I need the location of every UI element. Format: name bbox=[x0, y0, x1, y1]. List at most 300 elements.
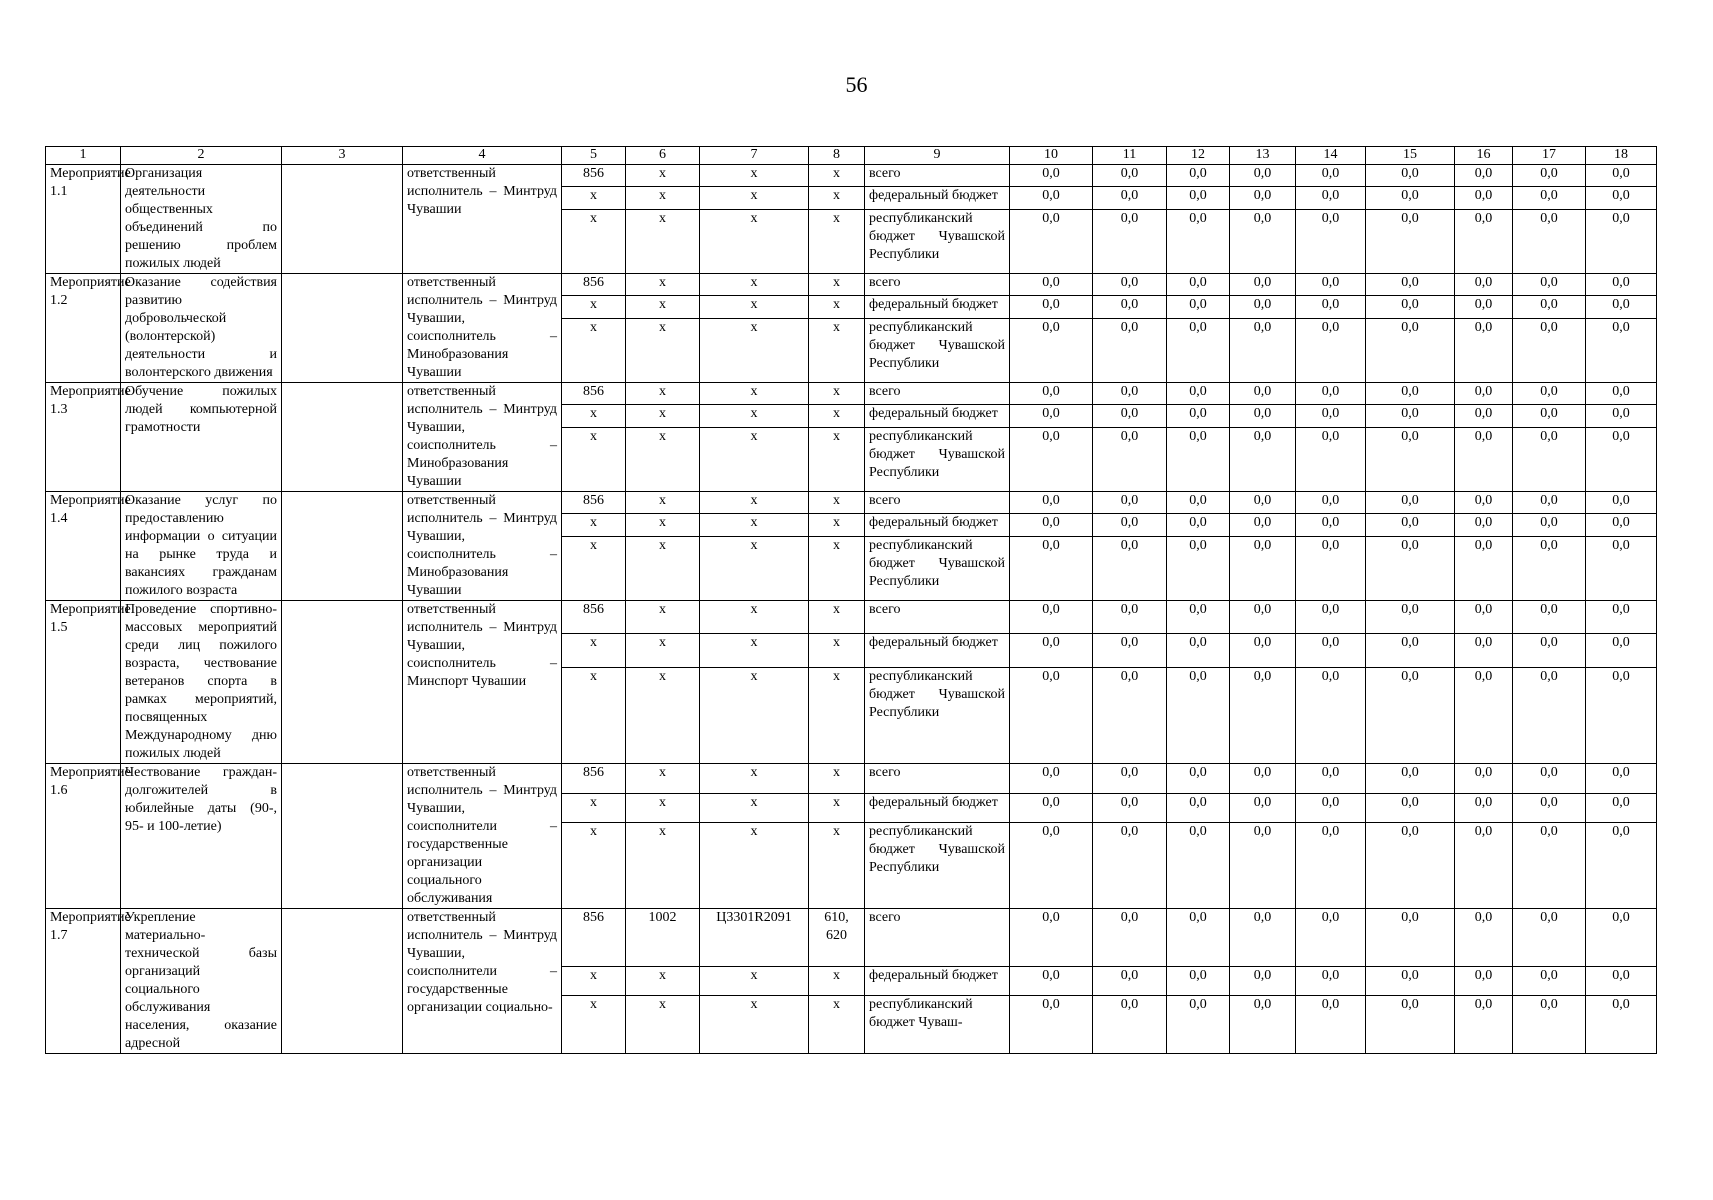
code-cell-c6: x bbox=[626, 514, 700, 536]
amount-cell: 0,0 bbox=[1586, 296, 1657, 318]
code-cell-c8: x bbox=[809, 764, 865, 794]
code-cell-c5: x bbox=[562, 966, 626, 996]
funding-source-cell: всего bbox=[865, 492, 1010, 514]
column-number-cell: 10 bbox=[1010, 147, 1093, 165]
table-row bbox=[46, 909, 1657, 967]
measure-name-cell: Проведение спортивно-массовых мероприятий среди лиц пожилого возраста, чествование ветеранов спорта в рамках мероприятий, посвященных Международному дню пожилых людей bbox=[121, 601, 282, 764]
amount-cell: 0,0 bbox=[1513, 318, 1586, 382]
measure-name-cell: Чествование граждан-долгожителей в юбилейные даты (90-, 95- и 100-летие) bbox=[121, 764, 282, 909]
amount-cell: 0,0 bbox=[1586, 536, 1657, 600]
code-cell-c6: x bbox=[626, 187, 700, 209]
code-cell-c6: x bbox=[626, 209, 700, 273]
code-cell-c6: x bbox=[626, 667, 700, 763]
measure-id-cell: Мероприятие 1.3 bbox=[46, 383, 121, 492]
amount-cell: 0,0 bbox=[1455, 764, 1513, 794]
amount-cell: 0,0 bbox=[1366, 492, 1455, 514]
amount-cell: 0,0 bbox=[1455, 405, 1513, 427]
amount-cell: 0,0 bbox=[1010, 187, 1093, 209]
amount-cell: 0,0 bbox=[1010, 536, 1093, 600]
table-row bbox=[46, 383, 1657, 405]
page-number: 56 bbox=[845, 72, 868, 97]
amount-cell: 0,0 bbox=[1167, 165, 1230, 187]
amount-cell: 0,0 bbox=[1455, 187, 1513, 209]
code-cell-c8: x bbox=[809, 667, 865, 763]
code-cell-c6: x bbox=[626, 165, 700, 187]
measure-name-cell: Оказание содействия развитию добровольческой (волонтерской) деятельности и волонтерского движения bbox=[121, 274, 282, 383]
col3-cell bbox=[282, 383, 403, 492]
executor-cell: ответственный исполнитель – Минтруд Чувашии, соисполнитель – Минобразования Чувашии bbox=[403, 383, 562, 492]
amount-cell: 0,0 bbox=[1586, 601, 1657, 634]
measure-name-cell: Организация деятельности общественных объединений по решению проблем пожилых людей bbox=[121, 165, 282, 274]
funding-source-cell: федеральный бюджет bbox=[865, 514, 1010, 536]
amount-cell: 0,0 bbox=[1230, 634, 1296, 667]
funding-source-cell: федеральный бюджет bbox=[865, 634, 1010, 667]
amount-cell: 0,0 bbox=[1230, 536, 1296, 600]
code-cell-c7: x bbox=[700, 793, 809, 823]
amount-cell: 0,0 bbox=[1455, 165, 1513, 187]
amount-cell: 0,0 bbox=[1513, 909, 1586, 967]
amount-cell: 0,0 bbox=[1010, 601, 1093, 634]
amount-cell: 0,0 bbox=[1296, 274, 1366, 296]
measure-id-cell: Мероприятие 1.2 bbox=[46, 274, 121, 383]
amount-cell: 0,0 bbox=[1366, 383, 1455, 405]
code-cell-c6: x bbox=[626, 274, 700, 296]
amount-cell: 0,0 bbox=[1093, 427, 1167, 491]
code-cell-c6: x bbox=[626, 793, 700, 823]
amount-cell: 0,0 bbox=[1093, 634, 1167, 667]
amount-cell: 0,0 bbox=[1167, 909, 1230, 967]
amount-cell: 0,0 bbox=[1230, 427, 1296, 491]
code-cell-c6: 1002 bbox=[626, 909, 700, 967]
code-cell-c5: x bbox=[562, 823, 626, 909]
amount-cell: 0,0 bbox=[1586, 764, 1657, 794]
table-row bbox=[46, 601, 1657, 634]
amount-cell: 0,0 bbox=[1366, 909, 1455, 967]
funding-source-cell: всего bbox=[865, 274, 1010, 296]
amount-cell: 0,0 bbox=[1455, 823, 1513, 909]
amount-cell: 0,0 bbox=[1366, 296, 1455, 318]
measure-name-cell: Обучение пожилых людей компьютерной грамотности bbox=[121, 383, 282, 492]
amount-cell: 0,0 bbox=[1296, 296, 1366, 318]
amount-cell: 0,0 bbox=[1586, 823, 1657, 909]
amount-cell: 0,0 bbox=[1513, 209, 1586, 273]
executor-cell: ответственный исполнитель – Минтруд Чувашии, соисполнители – государственные организации социального обслуживания bbox=[403, 764, 562, 909]
code-cell-c6: x bbox=[626, 634, 700, 667]
code-cell-c7: x bbox=[700, 209, 809, 273]
executor-cell: ответственный исполнитель – Минтруд Чувашии, соисполнители – государственные организации социально- bbox=[403, 909, 562, 1054]
table-row bbox=[46, 274, 1657, 296]
code-cell-c7: x bbox=[700, 296, 809, 318]
amount-cell: 0,0 bbox=[1230, 601, 1296, 634]
amount-cell: 0,0 bbox=[1010, 427, 1093, 491]
amount-cell: 0,0 bbox=[1586, 667, 1657, 763]
funding-source-cell: республиканский бюджет Чувашской Республики bbox=[865, 536, 1010, 600]
amount-cell: 0,0 bbox=[1093, 492, 1167, 514]
amount-cell: 0,0 bbox=[1513, 165, 1586, 187]
code-cell-c6: x bbox=[626, 427, 700, 491]
amount-cell: 0,0 bbox=[1093, 209, 1167, 273]
code-cell-c5: 856 bbox=[562, 383, 626, 405]
amount-cell: 0,0 bbox=[1093, 909, 1167, 967]
code-cell-c7: x bbox=[700, 318, 809, 382]
amount-cell: 0,0 bbox=[1513, 187, 1586, 209]
funding-source-cell: всего bbox=[865, 909, 1010, 967]
code-cell-c5: x bbox=[562, 793, 626, 823]
amount-cell: 0,0 bbox=[1513, 634, 1586, 667]
amount-cell: 0,0 bbox=[1455, 383, 1513, 405]
code-cell-c5: x bbox=[562, 514, 626, 536]
table-row bbox=[46, 492, 1657, 514]
amount-cell: 0,0 bbox=[1010, 966, 1093, 996]
amount-cell: 0,0 bbox=[1366, 601, 1455, 634]
amount-cell: 0,0 bbox=[1230, 793, 1296, 823]
column-number-cell: 16 bbox=[1455, 147, 1513, 165]
amount-cell: 0,0 bbox=[1010, 318, 1093, 382]
amount-cell: 0,0 bbox=[1296, 823, 1366, 909]
column-number-cell: 15 bbox=[1366, 147, 1455, 165]
amount-cell: 0,0 bbox=[1366, 209, 1455, 273]
code-cell-c5: x bbox=[562, 996, 626, 1054]
code-cell-c5: x bbox=[562, 634, 626, 667]
amount-cell: 0,0 bbox=[1093, 187, 1167, 209]
code-cell-c5: x bbox=[562, 427, 626, 491]
amount-cell: 0,0 bbox=[1586, 165, 1657, 187]
column-number-cell: 12 bbox=[1167, 147, 1230, 165]
measure-id-cell: Мероприятие 1.6 bbox=[46, 764, 121, 909]
amount-cell: 0,0 bbox=[1366, 514, 1455, 536]
amount-cell: 0,0 bbox=[1296, 966, 1366, 996]
amount-cell: 0,0 bbox=[1167, 667, 1230, 763]
amount-cell: 0,0 bbox=[1167, 383, 1230, 405]
code-cell-c5: x bbox=[562, 405, 626, 427]
table-row bbox=[46, 764, 1657, 794]
column-number-cell: 9 bbox=[865, 147, 1010, 165]
column-number-cell: 5 bbox=[562, 147, 626, 165]
column-number-cell: 1 bbox=[46, 147, 121, 165]
code-cell-c8: x bbox=[809, 296, 865, 318]
amount-cell: 0,0 bbox=[1296, 209, 1366, 273]
col3-cell bbox=[282, 165, 403, 274]
amount-cell: 0,0 bbox=[1455, 209, 1513, 273]
amount-cell: 0,0 bbox=[1010, 492, 1093, 514]
amount-cell: 0,0 bbox=[1366, 793, 1455, 823]
code-cell-c8: x bbox=[809, 634, 865, 667]
amount-cell: 0,0 bbox=[1455, 318, 1513, 382]
amount-cell: 0,0 bbox=[1010, 274, 1093, 296]
funding-source-cell: федеральный бюджет bbox=[865, 296, 1010, 318]
amount-cell: 0,0 bbox=[1093, 966, 1167, 996]
amount-cell: 0,0 bbox=[1167, 318, 1230, 382]
code-cell-c8: x bbox=[809, 209, 865, 273]
amount-cell: 0,0 bbox=[1093, 296, 1167, 318]
amount-cell: 0,0 bbox=[1513, 492, 1586, 514]
amount-cell: 0,0 bbox=[1167, 209, 1230, 273]
column-number-cell: 7 bbox=[700, 147, 809, 165]
code-cell-c5: 856 bbox=[562, 764, 626, 794]
code-cell-c8: x bbox=[809, 536, 865, 600]
amount-cell: 0,0 bbox=[1167, 601, 1230, 634]
code-cell-c7: x bbox=[700, 274, 809, 296]
code-cell-c7: x bbox=[700, 536, 809, 600]
amount-cell: 0,0 bbox=[1586, 966, 1657, 996]
amount-cell: 0,0 bbox=[1586, 383, 1657, 405]
code-cell-c6: x bbox=[626, 764, 700, 794]
funding-source-cell: республиканский бюджет Чувашской Республики bbox=[865, 427, 1010, 491]
code-cell-c7: x bbox=[700, 492, 809, 514]
code-cell-c6: x bbox=[626, 296, 700, 318]
code-cell-c5: 856 bbox=[562, 909, 626, 967]
amount-cell: 0,0 bbox=[1513, 427, 1586, 491]
amount-cell: 0,0 bbox=[1167, 793, 1230, 823]
code-cell-c5: x bbox=[562, 536, 626, 600]
amount-cell: 0,0 bbox=[1093, 405, 1167, 427]
amount-cell: 0,0 bbox=[1513, 296, 1586, 318]
col3-cell bbox=[282, 274, 403, 383]
funding-source-cell: федеральный бюджет bbox=[865, 405, 1010, 427]
amount-cell: 0,0 bbox=[1586, 909, 1657, 967]
amount-cell: 0,0 bbox=[1010, 793, 1093, 823]
code-cell-c7: x bbox=[700, 634, 809, 667]
code-cell-c7: x bbox=[700, 996, 809, 1054]
amount-cell: 0,0 bbox=[1010, 514, 1093, 536]
amount-cell: 0,0 bbox=[1167, 634, 1230, 667]
amount-cell: 0,0 bbox=[1093, 165, 1167, 187]
code-cell-c7: x bbox=[700, 823, 809, 909]
amount-cell: 0,0 bbox=[1586, 427, 1657, 491]
funding-source-cell: республиканский бюджет Чувашской Республики bbox=[865, 667, 1010, 763]
amount-cell: 0,0 bbox=[1010, 823, 1093, 909]
code-cell-c5: 856 bbox=[562, 601, 626, 634]
amount-cell: 0,0 bbox=[1586, 274, 1657, 296]
column-number-cell: 14 bbox=[1296, 147, 1366, 165]
amount-cell: 0,0 bbox=[1455, 996, 1513, 1054]
code-cell-c7: x bbox=[700, 514, 809, 536]
amount-cell: 0,0 bbox=[1230, 823, 1296, 909]
amount-cell: 0,0 bbox=[1455, 634, 1513, 667]
code-cell-c6: x bbox=[626, 318, 700, 382]
funding-source-cell: республиканский бюджет Чувашской Республики bbox=[865, 209, 1010, 273]
amount-cell: 0,0 bbox=[1296, 764, 1366, 794]
amount-cell: 0,0 bbox=[1455, 909, 1513, 967]
executor-cell: ответственный исполнитель – Минтруд Чувашии, соисполнитель – Минспорт Чувашии bbox=[403, 601, 562, 764]
amount-cell: 0,0 bbox=[1455, 514, 1513, 536]
amount-cell: 0,0 bbox=[1366, 187, 1455, 209]
measure-name-cell: Укрепление материально-технической базы организаций социального обслуживания населения, оказание адресной bbox=[121, 909, 282, 1054]
amount-cell: 0,0 bbox=[1455, 274, 1513, 296]
amount-cell: 0,0 bbox=[1093, 764, 1167, 794]
amount-cell: 0,0 bbox=[1455, 793, 1513, 823]
code-cell-c8: x bbox=[809, 187, 865, 209]
amount-cell: 0,0 bbox=[1366, 667, 1455, 763]
amount-cell: 0,0 bbox=[1230, 764, 1296, 794]
amount-cell: 0,0 bbox=[1230, 996, 1296, 1054]
amount-cell: 0,0 bbox=[1366, 823, 1455, 909]
amount-cell: 0,0 bbox=[1167, 536, 1230, 600]
amount-cell: 0,0 bbox=[1296, 427, 1366, 491]
amount-cell: 0,0 bbox=[1010, 996, 1093, 1054]
amount-cell: 0,0 bbox=[1366, 274, 1455, 296]
amount-cell: 0,0 bbox=[1230, 667, 1296, 763]
code-cell-c8: x bbox=[809, 966, 865, 996]
col3-cell bbox=[282, 601, 403, 764]
col3-cell bbox=[282, 909, 403, 1054]
amount-cell: 0,0 bbox=[1010, 909, 1093, 967]
amount-cell: 0,0 bbox=[1513, 274, 1586, 296]
code-cell-c6: x bbox=[626, 383, 700, 405]
code-cell-c6: x bbox=[626, 966, 700, 996]
code-cell-c6: x bbox=[626, 492, 700, 514]
amount-cell: 0,0 bbox=[1586, 209, 1657, 273]
amount-cell: 0,0 bbox=[1167, 966, 1230, 996]
funding-source-cell: республиканский бюджет Чуваш- bbox=[865, 996, 1010, 1054]
code-cell-c7: x bbox=[700, 966, 809, 996]
amount-cell: 0,0 bbox=[1513, 966, 1586, 996]
amount-cell: 0,0 bbox=[1010, 209, 1093, 273]
amount-cell: 0,0 bbox=[1296, 634, 1366, 667]
code-cell-c7: x bbox=[700, 187, 809, 209]
amount-cell: 0,0 bbox=[1366, 318, 1455, 382]
amount-cell: 0,0 bbox=[1513, 823, 1586, 909]
amount-cell: 0,0 bbox=[1513, 601, 1586, 634]
column-number-row bbox=[46, 147, 1657, 165]
amount-cell: 0,0 bbox=[1296, 492, 1366, 514]
code-cell-c8: x bbox=[809, 514, 865, 536]
code-cell-c8: x bbox=[809, 274, 865, 296]
amount-cell: 0,0 bbox=[1093, 823, 1167, 909]
amount-cell: 0,0 bbox=[1167, 187, 1230, 209]
code-cell-c6: x bbox=[626, 536, 700, 600]
measure-id-cell: Мероприятие 1.4 bbox=[46, 492, 121, 601]
amount-cell: 0,0 bbox=[1586, 996, 1657, 1054]
amount-cell: 0,0 bbox=[1093, 793, 1167, 823]
code-cell-c5: 856 bbox=[562, 274, 626, 296]
amount-cell: 0,0 bbox=[1230, 405, 1296, 427]
code-cell-c8: x bbox=[809, 793, 865, 823]
funding-source-cell: республиканский бюджет Чувашской Республики bbox=[865, 318, 1010, 382]
amount-cell: 0,0 bbox=[1093, 536, 1167, 600]
code-cell-c7: x bbox=[700, 165, 809, 187]
code-cell-c6: x bbox=[626, 823, 700, 909]
code-cell-c7: x bbox=[700, 427, 809, 491]
amount-cell: 0,0 bbox=[1296, 514, 1366, 536]
amount-cell: 0,0 bbox=[1296, 383, 1366, 405]
amount-cell: 0,0 bbox=[1455, 966, 1513, 996]
amount-cell: 0,0 bbox=[1230, 318, 1296, 382]
amount-cell: 0,0 bbox=[1167, 296, 1230, 318]
code-cell-c8: x bbox=[809, 823, 865, 909]
amount-cell: 0,0 bbox=[1230, 909, 1296, 967]
amount-cell: 0,0 bbox=[1010, 764, 1093, 794]
column-number-cell: 3 bbox=[282, 147, 403, 165]
measure-id-cell: Мероприятие 1.1 bbox=[46, 165, 121, 274]
amount-cell: 0,0 bbox=[1230, 966, 1296, 996]
amount-cell: 0,0 bbox=[1366, 996, 1455, 1054]
amount-cell: 0,0 bbox=[1230, 492, 1296, 514]
amount-cell: 0,0 bbox=[1455, 492, 1513, 514]
amount-cell: 0,0 bbox=[1296, 405, 1366, 427]
funding-source-cell: всего bbox=[865, 383, 1010, 405]
amount-cell: 0,0 bbox=[1093, 514, 1167, 536]
code-cell-c7: x bbox=[700, 764, 809, 794]
code-cell-c8: x bbox=[809, 405, 865, 427]
amount-cell: 0,0 bbox=[1586, 634, 1657, 667]
amount-cell: 0,0 bbox=[1296, 601, 1366, 634]
amount-cell: 0,0 bbox=[1586, 492, 1657, 514]
amount-cell: 0,0 bbox=[1586, 187, 1657, 209]
amount-cell: 0,0 bbox=[1513, 764, 1586, 794]
code-cell-c7: x bbox=[700, 601, 809, 634]
amount-cell: 0,0 bbox=[1230, 274, 1296, 296]
measure-id-cell: Мероприятие 1.7 bbox=[46, 909, 121, 1054]
amount-cell: 0,0 bbox=[1513, 667, 1586, 763]
code-cell-c7: Ц3301R2091 bbox=[700, 909, 809, 967]
amount-cell: 0,0 bbox=[1230, 165, 1296, 187]
amount-cell: 0,0 bbox=[1010, 405, 1093, 427]
amount-cell: 0,0 bbox=[1366, 405, 1455, 427]
amount-cell: 0,0 bbox=[1513, 405, 1586, 427]
amount-cell: 0,0 bbox=[1167, 996, 1230, 1054]
amount-cell: 0,0 bbox=[1167, 274, 1230, 296]
code-cell-c8: x bbox=[809, 492, 865, 514]
code-cell-c8: x bbox=[809, 383, 865, 405]
amount-cell: 0,0 bbox=[1230, 514, 1296, 536]
amount-cell: 0,0 bbox=[1296, 667, 1366, 763]
funding-source-cell: всего bbox=[865, 601, 1010, 634]
amount-cell: 0,0 bbox=[1230, 209, 1296, 273]
funding-source-cell: федеральный бюджет bbox=[865, 966, 1010, 996]
amount-cell: 0,0 bbox=[1093, 318, 1167, 382]
executor-cell: ответственный исполнитель – Минтруд Чувашии, соисполнитель – Минобразования Чувашии bbox=[403, 492, 562, 601]
amount-cell: 0,0 bbox=[1455, 427, 1513, 491]
code-cell-c6: x bbox=[626, 601, 700, 634]
amount-cell: 0,0 bbox=[1366, 536, 1455, 600]
col3-cell bbox=[282, 492, 403, 601]
code-cell-c8: x bbox=[809, 318, 865, 382]
amount-cell: 0,0 bbox=[1093, 601, 1167, 634]
executor-cell: ответственный исполнитель – Минтруд Чувашии, соисполнитель – Минобразования Чувашии bbox=[403, 274, 562, 383]
amount-cell: 0,0 bbox=[1296, 536, 1366, 600]
amount-cell: 0,0 bbox=[1366, 764, 1455, 794]
column-number-cell: 18 bbox=[1586, 147, 1657, 165]
amount-cell: 0,0 bbox=[1586, 514, 1657, 536]
col3-cell bbox=[282, 764, 403, 909]
code-cell-c7: x bbox=[700, 405, 809, 427]
amount-cell: 0,0 bbox=[1366, 966, 1455, 996]
amount-cell: 0,0 bbox=[1093, 996, 1167, 1054]
amount-cell: 0,0 bbox=[1230, 383, 1296, 405]
amount-cell: 0,0 bbox=[1010, 667, 1093, 763]
code-cell-c7: x bbox=[700, 383, 809, 405]
code-cell-c8: x bbox=[809, 165, 865, 187]
amount-cell: 0,0 bbox=[1586, 793, 1657, 823]
table-row bbox=[46, 165, 1657, 187]
amount-cell: 0,0 bbox=[1455, 536, 1513, 600]
funding-source-cell: республиканский бюджет Чувашской Республики bbox=[865, 823, 1010, 909]
funding-source-cell: федеральный бюджет bbox=[865, 793, 1010, 823]
amount-cell: 0,0 bbox=[1010, 383, 1093, 405]
code-cell-c8: x bbox=[809, 427, 865, 491]
amount-cell: 0,0 bbox=[1455, 667, 1513, 763]
amount-cell: 0,0 bbox=[1093, 274, 1167, 296]
column-number-cell: 2 bbox=[121, 147, 282, 165]
budget-table bbox=[45, 146, 1657, 1054]
column-number-cell: 4 bbox=[403, 147, 562, 165]
amount-cell: 0,0 bbox=[1010, 296, 1093, 318]
code-cell-c8: 610, 620 bbox=[809, 909, 865, 967]
amount-cell: 0,0 bbox=[1513, 996, 1586, 1054]
code-cell-c6: x bbox=[626, 405, 700, 427]
amount-cell: 0,0 bbox=[1586, 318, 1657, 382]
